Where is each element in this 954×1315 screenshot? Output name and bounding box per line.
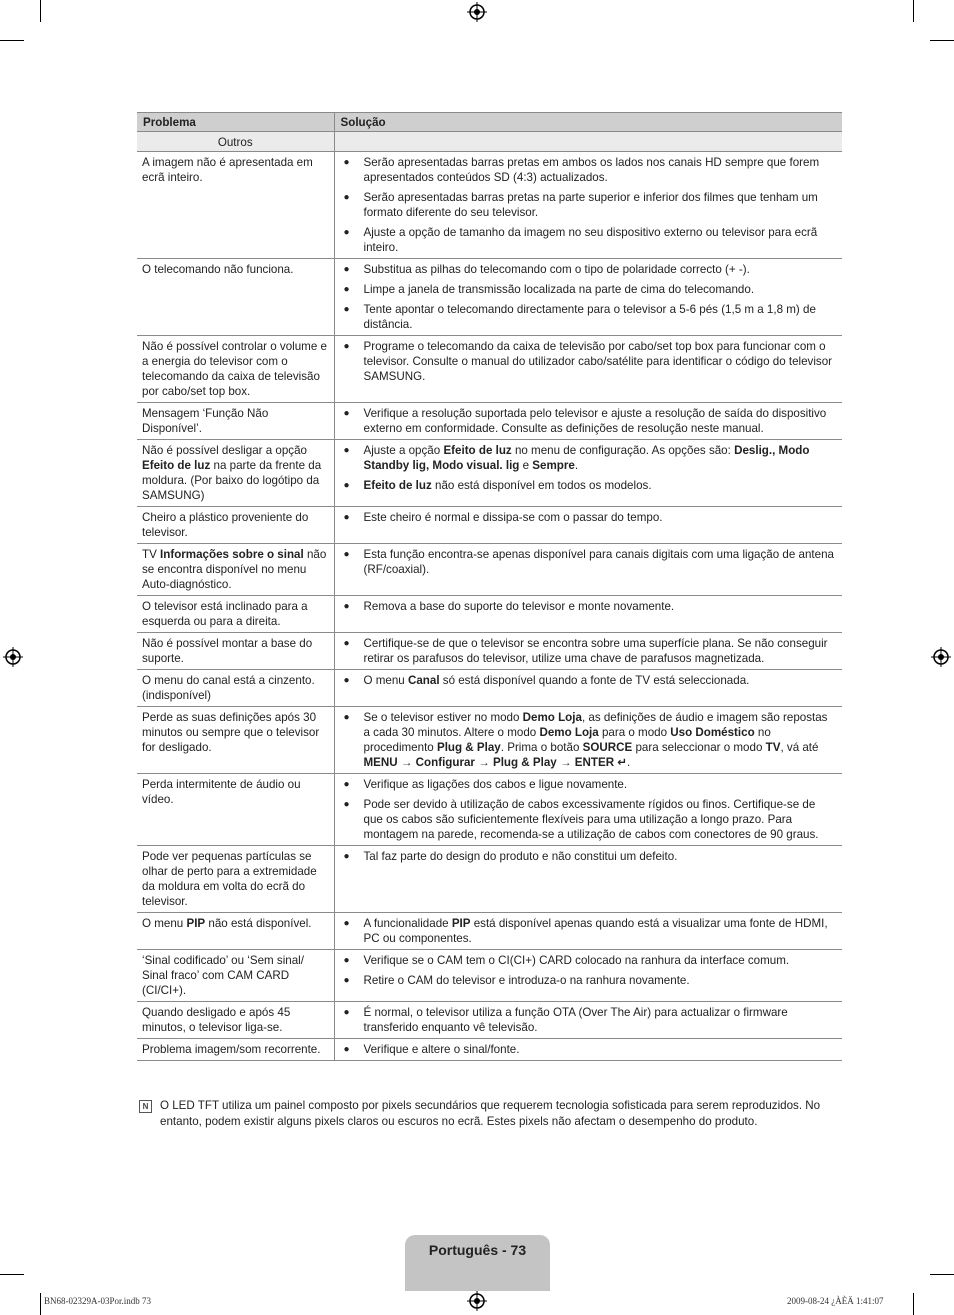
- bold-text: Efeito de luz: [363, 479, 432, 492]
- text-run: A funcionalidade: [363, 917, 452, 930]
- bullet-icon: ●: [343, 445, 350, 456]
- solution-item: [340, 673, 838, 688]
- bullet-icon: ●: [343, 975, 350, 986]
- text-run: Substitua as pilhas do telecomando com o tipo de polaridade correcto (+ -).: [363, 263, 750, 276]
- text-run: está disponível apenas quando está a visualizar uma fonte de HDMI, PC ou componentes.: [363, 917, 828, 945]
- bullet-icon: ●: [343, 712, 350, 723]
- solution-list: [340, 1005, 838, 1035]
- text-run: Tal faz parte do design do produto e não constitui um defeito.: [363, 850, 678, 863]
- solution-item: [340, 510, 838, 525]
- solution-list: [340, 916, 838, 946]
- text-run: Remova a base do suporte do televisor e monte novamente.: [363, 600, 675, 613]
- text-run: Certifique-se de que o televisor se encontra sobre uma superfície plana. Se não conseguir retirar os parafusos do televisor, utilize uma chave de parafusos magnetizada.: [363, 637, 828, 665]
- text-run: Quando desligado e após 45 minutos, o televisor liga-se.: [142, 1006, 291, 1034]
- solution-cell: [334, 707, 842, 774]
- solution-list: [340, 547, 838, 577]
- page-number-tab: [405, 1235, 550, 1291]
- table-row: [137, 846, 842, 913]
- text-run: ‘Sinal codificado’ ou ‘Sem sinal/ Sinal fraco’ com CAM CARD (CI/CI+).: [142, 954, 304, 997]
- table-row: [137, 336, 842, 403]
- text-run: Esta função encontra-se apenas disponível para canais digitais com uma ligação de antena (RF/coaxial).: [363, 548, 834, 576]
- crop-mark: [0, 40, 24, 41]
- solution-list: [340, 443, 838, 493]
- text-run: O menu: [363, 674, 408, 687]
- bullet-icon: ●: [343, 1044, 350, 1055]
- text-run: Não é possível montar a base do suporte.: [142, 637, 313, 665]
- solution-item: [340, 953, 838, 968]
- bullet-icon: ●: [343, 480, 350, 491]
- table-header-row: [137, 113, 842, 132]
- text-run: O menu do canal está a cinzento. (indisponível): [142, 674, 315, 702]
- solution-item: [340, 547, 838, 577]
- text-run: , vá até: [780, 741, 819, 754]
- text-run: A imagem não é apresentada em ecrã inteiro.: [142, 156, 313, 184]
- bold-text: Demo Loja: [539, 726, 599, 739]
- solution-item: [340, 339, 838, 384]
- text-run: TV: [142, 548, 161, 561]
- text-run: Não é possível controlar o volume e a energia do televisor com o telecomando da caixa de televisão por cabo/set top box.: [142, 340, 327, 398]
- table-row: [137, 507, 842, 544]
- solution-list: [340, 1042, 838, 1057]
- solution-cell: [334, 544, 842, 596]
- solution-item: [340, 190, 838, 220]
- bullet-icon: ●: [343, 284, 350, 295]
- bullet-icon: ●: [343, 304, 350, 315]
- solution-cell: [334, 403, 842, 440]
- text-run: O televisor está inclinado para a esquerda ou para a direita.: [142, 600, 308, 628]
- bullet-icon: ●: [343, 192, 350, 203]
- bold-text: Plug & Play: [436, 741, 501, 754]
- solution-item: [340, 916, 838, 946]
- table-row: [137, 670, 842, 707]
- bullet-icon: ●: [343, 341, 350, 352]
- problem-cell: [137, 336, 334, 403]
- solution-item: [340, 478, 838, 493]
- bullet-icon: ●: [343, 1007, 350, 1018]
- solution-list: [340, 636, 838, 666]
- solution-cell: [334, 670, 842, 707]
- text-run: . Prima o botão: [500, 741, 583, 754]
- bold-text: Uso Doméstico: [670, 726, 755, 739]
- text-run: Pode ver pequenas partículas se olhar de perto para a extremidade da moldura em volta do ecrã do televisor.: [142, 850, 317, 908]
- text-run: Cheiro a plástico proveniente do televisor.: [142, 511, 309, 539]
- text-run: Tente apontar o telecomando directamente para o televisor a 5-6 pés (1,5 m a 1,8 m) de distância.: [363, 303, 816, 331]
- solution-list: [340, 339, 838, 384]
- solution-item: [340, 302, 838, 332]
- section-row: [137, 132, 842, 152]
- text-run: para seleccionar o modo: [632, 741, 766, 754]
- table-row: [137, 1039, 842, 1061]
- table-row: [137, 950, 842, 1002]
- text-run: não está disponível.: [205, 917, 312, 930]
- text-run: Verifique as ligações dos cabos e ligue novamente.: [363, 778, 628, 791]
- bold-text: Sempre: [532, 459, 575, 472]
- bold-text: Efeito de luz: [443, 444, 512, 457]
- solution-item: [340, 1042, 838, 1057]
- bold-text: PIP: [451, 917, 471, 930]
- solution-item: [340, 282, 838, 297]
- bold-text: Demo Loja: [522, 711, 582, 724]
- bullet-icon: ●: [343, 408, 350, 419]
- problem-cell: [137, 633, 334, 670]
- solution-cell: [334, 152, 842, 259]
- text-run: Problema imagem/som recorrente.: [142, 1043, 321, 1056]
- solution-item: [340, 443, 838, 473]
- bullet-icon: ●: [343, 779, 350, 790]
- bullet-icon: ●: [343, 512, 350, 523]
- bold-text: Canal: [407, 674, 440, 687]
- bullet-icon: ●: [343, 227, 350, 238]
- solution-item: [340, 225, 838, 255]
- solution-list: [340, 406, 838, 436]
- text-run: não se encontra disponível no menu Auto-diagnóstico.: [142, 548, 327, 591]
- column-header-solution: Solução: [334, 113, 842, 132]
- solution-cell: [334, 596, 842, 633]
- note-icon: N: [139, 1100, 152, 1113]
- solution-item: [340, 155, 838, 185]
- text-run: Perde as suas definições após 30 minutos ou sempre que o televisor for desligado.: [142, 711, 320, 754]
- crop-mark: [40, 1293, 41, 1315]
- text-run: Serão apresentadas barras pretas na parte superior e inferior dos filmes que tenham um formato diferente do seu televisor.: [363, 191, 818, 219]
- text-run: Verifique a resolução suportada pelo televisor e ajuste a resolução de saída do dispositivo externo em conformidade. Consulte as definições de resolução neste manual.: [363, 407, 827, 435]
- solution-item: [340, 777, 838, 792]
- table-row: [137, 440, 842, 507]
- solution-cell: [334, 846, 842, 913]
- solution-cell: [334, 1002, 842, 1039]
- table-row: [137, 596, 842, 633]
- text-run: para o modo: [598, 726, 671, 739]
- solution-cell: [334, 633, 842, 670]
- text-run: Mensagem ‘Função Não Disponível’.: [142, 407, 269, 435]
- bold-text: SOURCE: [582, 741, 633, 754]
- bullet-icon: ●: [343, 675, 350, 686]
- bullet-icon: ●: [343, 549, 350, 560]
- bold-text: Efeito de luz: [142, 459, 211, 472]
- table-row: [137, 544, 842, 596]
- table-row: [137, 259, 842, 336]
- bold-text: MENU → Configurar → Plug & Play → ENTER ↵: [363, 756, 628, 769]
- problem-cell: [137, 670, 334, 707]
- text-run: Pode ser devido à utilização de cabos excessivamente rígidos ou finos. Certifique-se de que os cabos são suficientemente flexíveis para uma utilização a longo prazo. Para montagem na parede, recomenda-se a utilização de cabos com conectores de 90 graus.: [363, 798, 819, 841]
- note: [137, 1098, 842, 1130]
- solution-item: [340, 710, 838, 770]
- problem-cell: [137, 774, 334, 846]
- bold-text: PIP: [186, 917, 206, 930]
- bullet-icon: ●: [343, 799, 350, 810]
- problem-cell: [137, 846, 334, 913]
- text-run: .: [574, 459, 579, 472]
- solution-item: [340, 973, 838, 988]
- solution-cell: [334, 1039, 842, 1061]
- section-empty-cell: [334, 132, 842, 152]
- text-run: É normal, o televisor utiliza a função OTA (Over The Air) para actualizar o firmware transferido enquanto vê televisão.: [363, 1006, 788, 1034]
- bullet-icon: ●: [343, 955, 350, 966]
- solution-item: [340, 406, 838, 436]
- table-body: [137, 132, 842, 1061]
- page-label: Português - 73: [428, 1242, 527, 1258]
- problem-cell: [137, 259, 334, 336]
- solution-item: [340, 1005, 838, 1035]
- problem-cell: [137, 1039, 334, 1061]
- solution-list: [340, 849, 838, 864]
- registration-mark-icon: [3, 647, 23, 667]
- problem-cell: [137, 913, 334, 950]
- crop-mark: [40, 0, 41, 22]
- solution-list: [340, 155, 838, 255]
- registration-mark-icon: [467, 1291, 487, 1311]
- bullet-icon: ●: [343, 157, 350, 168]
- table-row: [137, 403, 842, 440]
- text-run: no procedimento: [363, 726, 771, 754]
- note-text: O LED TFT utiliza um painel composto por pixels secundários que requerem tecnologia sofisticada para serem reproduzidos. No entanto, podem existir alguns pixels claros ou escuros no ecrã. Estes pixels não afectam o desempenho do produto.: [160, 1099, 821, 1128]
- problem-cell: [137, 950, 334, 1002]
- solution-list: [340, 510, 838, 525]
- bullet-icon: ●: [343, 264, 350, 275]
- table-row: [137, 707, 842, 774]
- troubleshooting-table: [137, 112, 842, 1061]
- text-run: Se o televisor estiver no modo: [363, 711, 523, 724]
- text-run: Ajuste a opção de tamanho da imagem no seu dispositivo externo ou televisor para ecrã inteiro.: [363, 226, 818, 254]
- bullet-icon: ●: [343, 638, 350, 649]
- text-run: não está disponível em todos os modelos.: [431, 479, 652, 492]
- problem-cell: [137, 1002, 334, 1039]
- bullet-icon: ●: [343, 918, 350, 929]
- problem-cell: [137, 507, 334, 544]
- bold-text: Informações sobre o sinal: [160, 548, 304, 561]
- text-run: no menu de configuração. As opções são:: [511, 444, 735, 457]
- solution-list: [340, 262, 838, 332]
- text-run: Não é possível desligar a opção: [142, 444, 307, 457]
- text-run: Retire o CAM do televisor e introduza-o na ranhura novamente.: [363, 974, 690, 987]
- bold-text: Deslig., Modo Standby lig, Modo visual. lig: [363, 444, 810, 472]
- solution-list: [340, 673, 838, 688]
- text-run: Serão apresentadas barras pretas em ambos os lados nos canais HD sempre que forem apresentados conteúdos SD (4:3) actualizados.: [363, 156, 820, 184]
- solution-list: [340, 777, 838, 842]
- bullet-icon: ●: [343, 851, 350, 862]
- solution-item: [340, 849, 838, 864]
- bullet-icon: ●: [343, 601, 350, 612]
- solution-list: [340, 599, 838, 614]
- crop-mark: [930, 40, 954, 41]
- problem-cell: [137, 440, 334, 507]
- solution-item: [340, 636, 838, 666]
- solution-cell: [334, 913, 842, 950]
- solution-item: [340, 599, 838, 614]
- bold-text: TV: [765, 741, 781, 754]
- table-row: [137, 913, 842, 950]
- table-row: [137, 152, 842, 259]
- problem-cell: [137, 403, 334, 440]
- solution-cell: [334, 440, 842, 507]
- solution-cell: [334, 774, 842, 846]
- registration-mark-icon: [467, 2, 487, 22]
- crop-mark: [913, 1293, 914, 1315]
- solution-item: [340, 797, 838, 842]
- footer-file-info: BN68-02329A-03Por.indb 73: [44, 1296, 152, 1306]
- solution-cell: [334, 336, 842, 403]
- table-row: [137, 633, 842, 670]
- text-run: Verifique e altere o sinal/fonte.: [363, 1043, 520, 1056]
- solution-cell: [334, 950, 842, 1002]
- column-header-problem: Problema: [137, 113, 334, 132]
- solution-list: [340, 710, 838, 770]
- footer-timestamp: 2009-08-24 ¿ÀÈÄ 1:41:07: [787, 1296, 884, 1306]
- text-run: e: [519, 459, 533, 472]
- solution-cell: [334, 259, 842, 336]
- solution-list: [340, 953, 838, 988]
- registration-mark-icon: [931, 647, 951, 667]
- solution-item: [340, 262, 838, 277]
- text-run: Verifique se o CAM tem o CI(CI+) CARD colocado na ranhura da interface comum.: [363, 954, 790, 967]
- crop-mark: [930, 1274, 954, 1275]
- problem-cell: [137, 544, 334, 596]
- problem-cell: [137, 707, 334, 774]
- text-run: Ajuste a opção: [363, 444, 444, 457]
- solution-cell: [334, 507, 842, 544]
- text-run: Limpe a janela de transmissão localizada na parte de cima do telecomando.: [363, 283, 755, 296]
- table-row: [137, 1002, 842, 1039]
- text-run: Perda intermitente de áudio ou vídeo.: [142, 778, 301, 806]
- text-run: O telecomando não funciona.: [142, 263, 294, 276]
- text-run: Este cheiro é normal e dissipa-se com o passar do tempo.: [363, 511, 663, 524]
- table-row: [137, 774, 842, 846]
- text-run: Programe o telecomando da caixa de televisão por cabo/set top box para funcionar com o televisor. Consulte o manual do utilizador cabo/satélite para identificar o código do televisor SAMSUNG.: [363, 340, 833, 383]
- section-label: Outros: [137, 132, 334, 152]
- problem-cell: [137, 152, 334, 259]
- text-run: , as definições de áudio e imagem são repostas a cada 30 minutos. Altere o modo: [363, 711, 828, 739]
- problem-cell: [137, 596, 334, 633]
- text-run: na parte da frente da moldura. (Por baixo do logótipo da SAMSUNG): [142, 459, 322, 502]
- crop-mark: [0, 1274, 24, 1275]
- text-run: só está disponível quando a fonte de TV está seleccionada.: [439, 674, 750, 687]
- text-run: .: [627, 756, 631, 769]
- crop-mark: [913, 0, 914, 22]
- text-run: O menu: [142, 917, 187, 930]
